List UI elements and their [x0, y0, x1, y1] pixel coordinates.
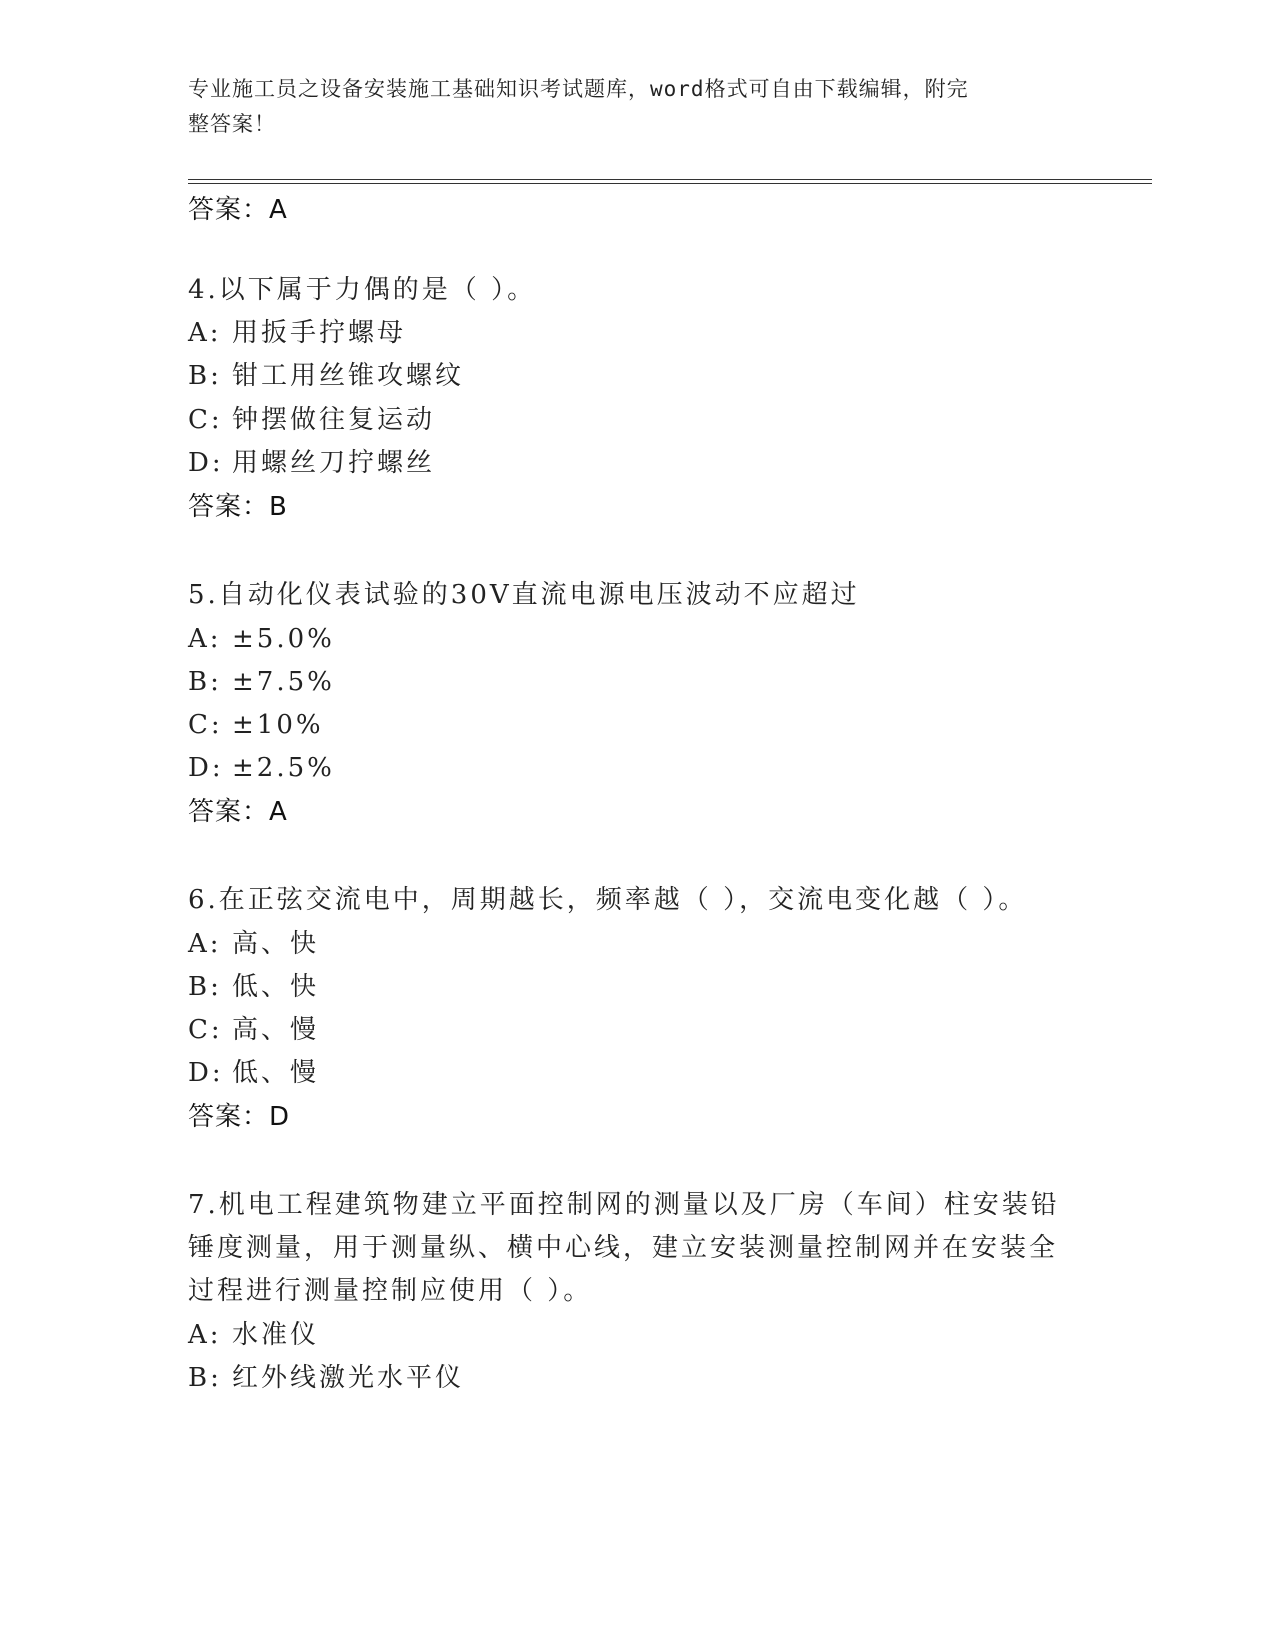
- option-text: 钟摆做往复运动: [232, 405, 436, 435]
- question-4-stem: 4.以下属于力偶的是（ ）。: [188, 275, 537, 305]
- option-text: ±2.5%: [232, 753, 335, 783]
- question-4-option-d: [188, 448, 435, 478]
- header-divider-top: [188, 179, 1152, 180]
- question-4-option-b: [188, 361, 464, 391]
- option-text: 低、慢: [232, 1058, 320, 1088]
- option-text: 水准仪: [232, 1320, 320, 1350]
- question-6-option-c: [188, 1015, 319, 1045]
- option-label: D:: [188, 1058, 224, 1088]
- option-label: B:: [188, 1363, 222, 1393]
- question-6-option-d: [188, 1058, 319, 1088]
- option-label: B:: [188, 361, 222, 391]
- question-5-option-a: [188, 624, 335, 654]
- header-divider-bottom: [188, 183, 1152, 184]
- option-label: D:: [188, 448, 224, 478]
- question-7-stem-line-2: 锤度测量，用于测量纵、横中心线，建立安装测量控制网并在安装全: [188, 1233, 1059, 1263]
- question-7-stem-line-3: 过程进行测量控制应使用（ ）。: [188, 1276, 593, 1306]
- option-label: D:: [188, 753, 224, 783]
- option-text: 高、慢: [232, 1015, 320, 1045]
- option-label: C:: [188, 1015, 223, 1045]
- answer-q5: 答案：A: [188, 797, 288, 827]
- question-5-option-d: [188, 753, 335, 783]
- option-text: 高、快: [232, 929, 320, 959]
- option-label: A:: [188, 624, 222, 654]
- question-6-stem: 6.在正弦交流电中，周期越长，频率越（ ），交流电变化越（ ）。: [188, 885, 1028, 915]
- option-text: 用扳手拧螺母: [232, 318, 407, 348]
- option-text: 红外线激光水平仪: [232, 1363, 465, 1393]
- option-label: A:: [188, 1320, 222, 1350]
- question-7-option-b: [188, 1363, 464, 1393]
- option-label: A:: [188, 929, 222, 959]
- question-5-stem: 5.自动化仪表试验的30V直流电源电压波动不应超过: [188, 580, 860, 610]
- question-4-option-c: [188, 405, 435, 435]
- option-text: ±7.5%: [232, 667, 335, 697]
- answer-q6: 答案：D: [188, 1102, 291, 1132]
- question-5-option-b: [188, 667, 335, 697]
- option-label: B:: [188, 972, 222, 1002]
- option-text: ±5.0%: [232, 624, 335, 654]
- question-6-option-b: [188, 972, 319, 1002]
- option-label: C:: [188, 405, 223, 435]
- option-label: B:: [188, 667, 222, 697]
- option-text: 用螺丝刀拧螺丝: [232, 448, 436, 478]
- option-label: A:: [188, 318, 222, 348]
- question-7-stem-line-1: 7.机电工程建筑物建立平面控制网的测量以及厂房（车间）柱安装铅: [188, 1190, 1060, 1220]
- option-text: ±10%: [232, 710, 324, 740]
- question-7-option-a: [188, 1320, 319, 1350]
- document-header: [188, 72, 1068, 142]
- option-text: 钳工用丝锥攻螺纹: [232, 361, 465, 391]
- option-text: 低、快: [232, 972, 320, 1002]
- question-6-option-a: [188, 929, 319, 959]
- option-label: C:: [188, 710, 223, 740]
- question-4-option-a: [188, 318, 406, 348]
- answer-q3: 答案：A: [188, 195, 288, 225]
- answer-q4: 答案：B: [188, 492, 288, 522]
- question-5-option-c: [188, 710, 324, 740]
- header-line-1: 专业施工员之设备安装施工基础知识考试题库，word格式可自由下载编辑，附完: [188, 77, 969, 101]
- header-line-2: 整答案！: [188, 112, 276, 136]
